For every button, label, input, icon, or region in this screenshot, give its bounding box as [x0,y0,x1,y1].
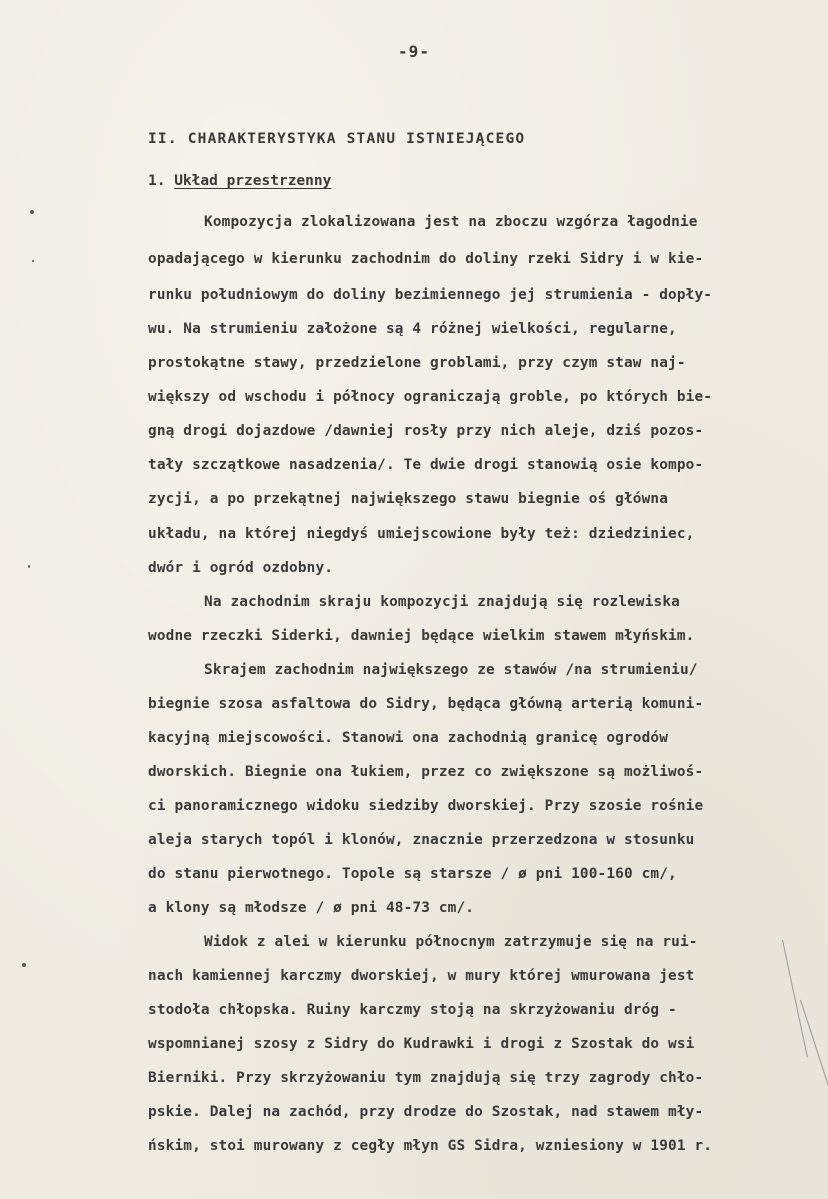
text-line: Bierniki. Przy skrzyżowaniu tym znajdują się trzy zagrody chło- [148,1070,704,1086]
text-line: gną drogi dojazdowe /dawniej rosły przy nich aleje, dziś pozos- [148,423,704,439]
text-line: a klony są młodsze / ø pni 48-73 cm/. [148,900,475,916]
text-line: dwór i ogród ozdobny. [148,560,334,576]
margin-mark [28,565,30,568]
text-line: stodoła chłopska. Ruiny karczmy stoją na skrzyżowaniu dróg - [148,1002,677,1018]
margin-mark [32,260,34,262]
pencil-stroke [782,940,808,1058]
text-line: ci panoramicznego widoku siedziby dworskiej. Przy szosie rośnie [148,798,704,814]
text-line: nach kamiennej karczmy dworskiej, w mury której wmurowana jest [148,968,695,984]
margin-mark [30,210,34,214]
section-heading: II. CHARAKTERYSTYKA STANU ISTNIEJĄCEGO [148,131,526,147]
text-line: wspomnianej szosy z Sidry do Kudrawki i drogi z Szostak do wsi [148,1036,695,1052]
text-line: kacyjną miejscowości. Stanowi ona zachodnią granicę ogrodów [148,730,669,746]
subsection-number: 1. [148,173,166,189]
margin-mark [22,963,26,967]
subsection-heading [148,173,331,189]
text-line: runku południowym do doliny bezimiennego jej strumienia - dopły- [148,287,713,303]
text-line: aleja starych topól i klonów, znacznie przerzedzona w stosunku [148,832,695,848]
subsection-title: Układ przestrzenny [174,173,332,189]
text-line: większy od wschodu i północy ograniczają groble, po których bie- [148,389,713,405]
text-line: Na zachodnim skraju kompozycji znajdują się rozlewiska [204,594,680,610]
text-line: do stanu pierwotnego. Topole są starsze / ø pni 100-160 cm/, [148,866,677,882]
text-line: Widok z alei w kierunku północnym zatrzymuje się na rui- [204,934,698,950]
text-line: prostokątne stawy, przedzielone groblami, przy czym staw naj- [148,355,686,371]
text-line: opadającego w kierunku zachodnim do doliny rzeki Sidry i w kie- [148,251,704,267]
text-line: Kompozycja zlokalizowana jest na zboczu wzgórza łagodnie [204,214,698,230]
text-line: wu. Na strumieniu założone są 4 różnej wielkości, regularne, [148,321,677,337]
text-line: dworskich. Biegnie ona łukiem, przez co zwiększone są możliwoś- [148,764,704,780]
text-line: wodne rzeczki Siderki, dawniej będące wielkim stawem młyńskim. [148,628,695,644]
page-number: -9- [398,42,430,61]
text-line: biegnie szosa asfaltowa do Sidry, będąca główną arterią komuni- [148,696,704,712]
text-line: ńskim, stoi murowany z cegły młyn GS Sidra, wzniesiony w 1901 r. [148,1138,713,1154]
text-line: Skrajem zachodnim największego ze stawów /na strumieniu/ [204,662,698,678]
text-line: układu, na której niegdyś umiejscowione były też: dziedziniec, [148,526,695,542]
text-line: zycji, a po przekątnej największego stawu biegnie oś główna [148,491,669,507]
text-line: pskie. Dalej na zachód, przy drodze do Szostak, nad stawem mły- [148,1104,704,1120]
text-line: tały szczątkowe nasadzenia/. Te dwie drogi stanowią osie kompo- [148,457,704,473]
